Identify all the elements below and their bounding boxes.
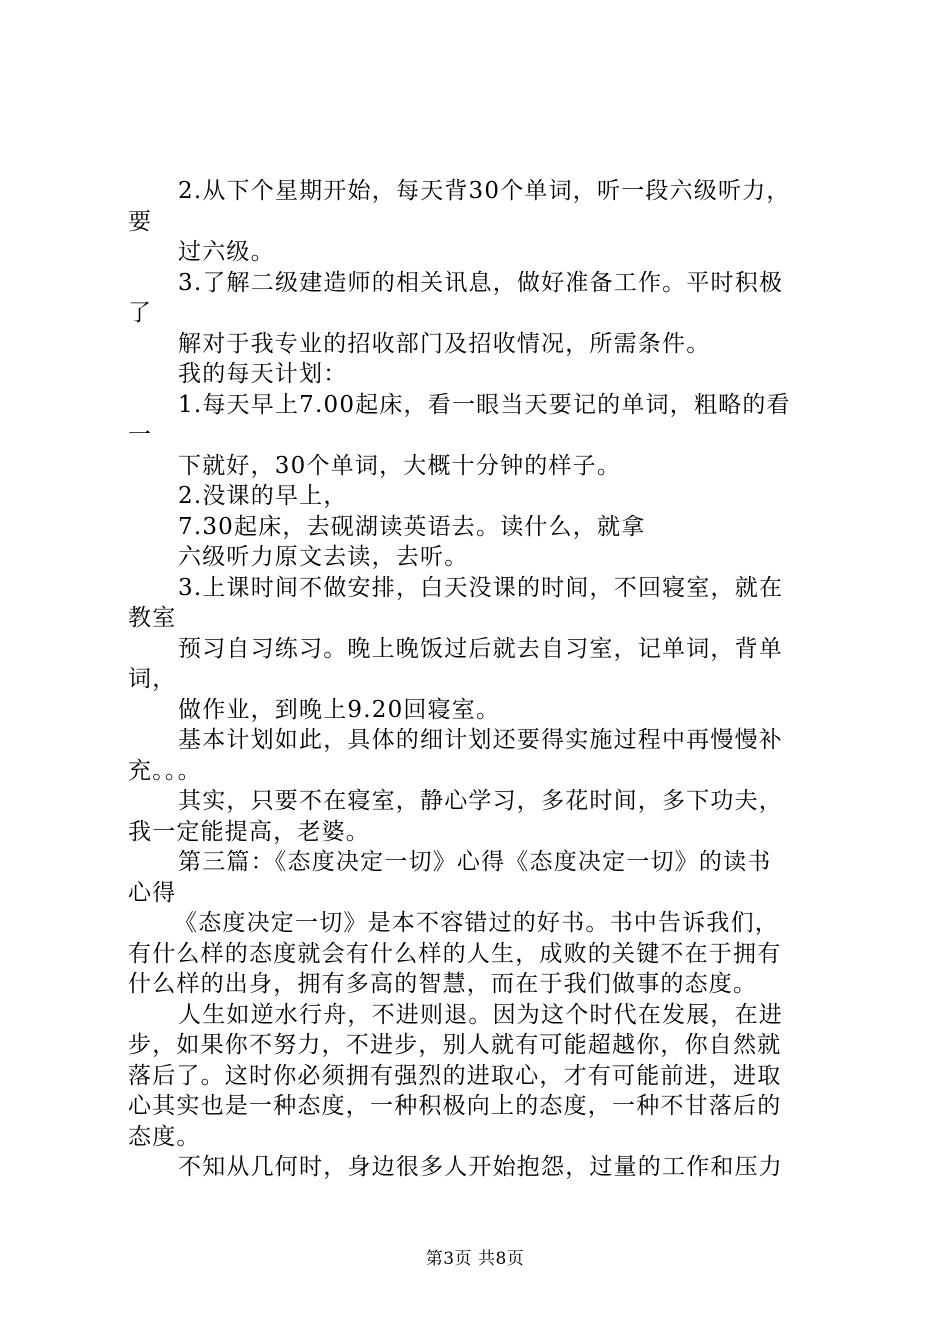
- page-footer: 第3页 共8页: [425, 1249, 525, 1269]
- text-line: 预习自习练习。晚上晚饭过后就去自习室，记单词，背单: [178, 635, 783, 662]
- text-line: 六级听力原文去读，去听。: [178, 544, 469, 570]
- text-line: 心得: [128, 879, 177, 906]
- text-line: 第三篇：《态度决定一切》心得《态度决定一切》的读书: [178, 849, 772, 875]
- text-line: 落后了。这时你必须拥有强烈的进取心，才有可能前进，进取: [128, 1062, 782, 1089]
- text-line: 了: [128, 300, 153, 326]
- text-line: 7.30起床，去砚湖读英语去。读什么，就拿: [178, 513, 646, 540]
- text-line: 教室: [128, 605, 177, 631]
- text-line: 下就好，30个单词，大概十分钟的样子。: [178, 452, 622, 479]
- text-line: 《态度决定一切》是本不容错过的好书。书中告诉我们，: [174, 910, 779, 936]
- text-line: 解对于我专业的招收部门及招收情况，所需条件。: [178, 330, 711, 357]
- text-line: 心其实也是一种态度，一种积极向上的态度，一种不甘落后的: [128, 1093, 782, 1119]
- text-line: 步，如果你不努力，不进步，别人就有可能超越你，你自然就: [128, 1032, 782, 1058]
- document-body: [128, 176, 838, 1183]
- text-line: 2.从下个星期开始，每天背30个单词，听一段六级听力，: [178, 178, 791, 204]
- text-line: 充。。。: [128, 757, 202, 784]
- text-line: 3.了解二级建造师的相关讯息，做好准备工作。平时积极: [178, 269, 784, 296]
- text-line: 不知从几何时，身边很多人开始抱怨，过量的工作和压力: [178, 1154, 783, 1180]
- text-line: 过六级。: [178, 239, 275, 265]
- text-line: 态度。: [128, 1123, 201, 1150]
- text-line: 词，: [128, 666, 177, 692]
- text-line: 2.没课的早上，: [178, 483, 348, 509]
- text-line: 要: [128, 208, 153, 235]
- text-line: 有什么样的态度就会有什么样的人生，成败的关键不在于拥有: [128, 940, 782, 967]
- text-line: 1.每天早上7.00起床，看一眼当天要记的单词，粗略的看: [178, 391, 791, 418]
- text-line: 基本计划如此，具体的细计划还要得实施过程中再慢慢补: [178, 727, 783, 753]
- text-line: 我一定能提高，老婆。: [128, 818, 370, 845]
- text-line: 人生如逆水行舟，不进则退。因为这个时代在发展，在进: [178, 1001, 783, 1028]
- text-line: 其实，只要不在寝室，静心学习，多花时间，多下功夫，: [178, 788, 783, 814]
- text-line: 我的每天计划：: [178, 361, 348, 387]
- text-line: 做作业，到晚上9.20回寝室。: [178, 696, 501, 723]
- text-line: 什么样的出身，拥有多高的智慧，而在于我们做事的态度。: [128, 971, 758, 997]
- text-line: 一: [128, 422, 153, 448]
- text-line: 3.上课时间不做安排，白天没课的时间，不回寝室，就在: [178, 574, 784, 601]
